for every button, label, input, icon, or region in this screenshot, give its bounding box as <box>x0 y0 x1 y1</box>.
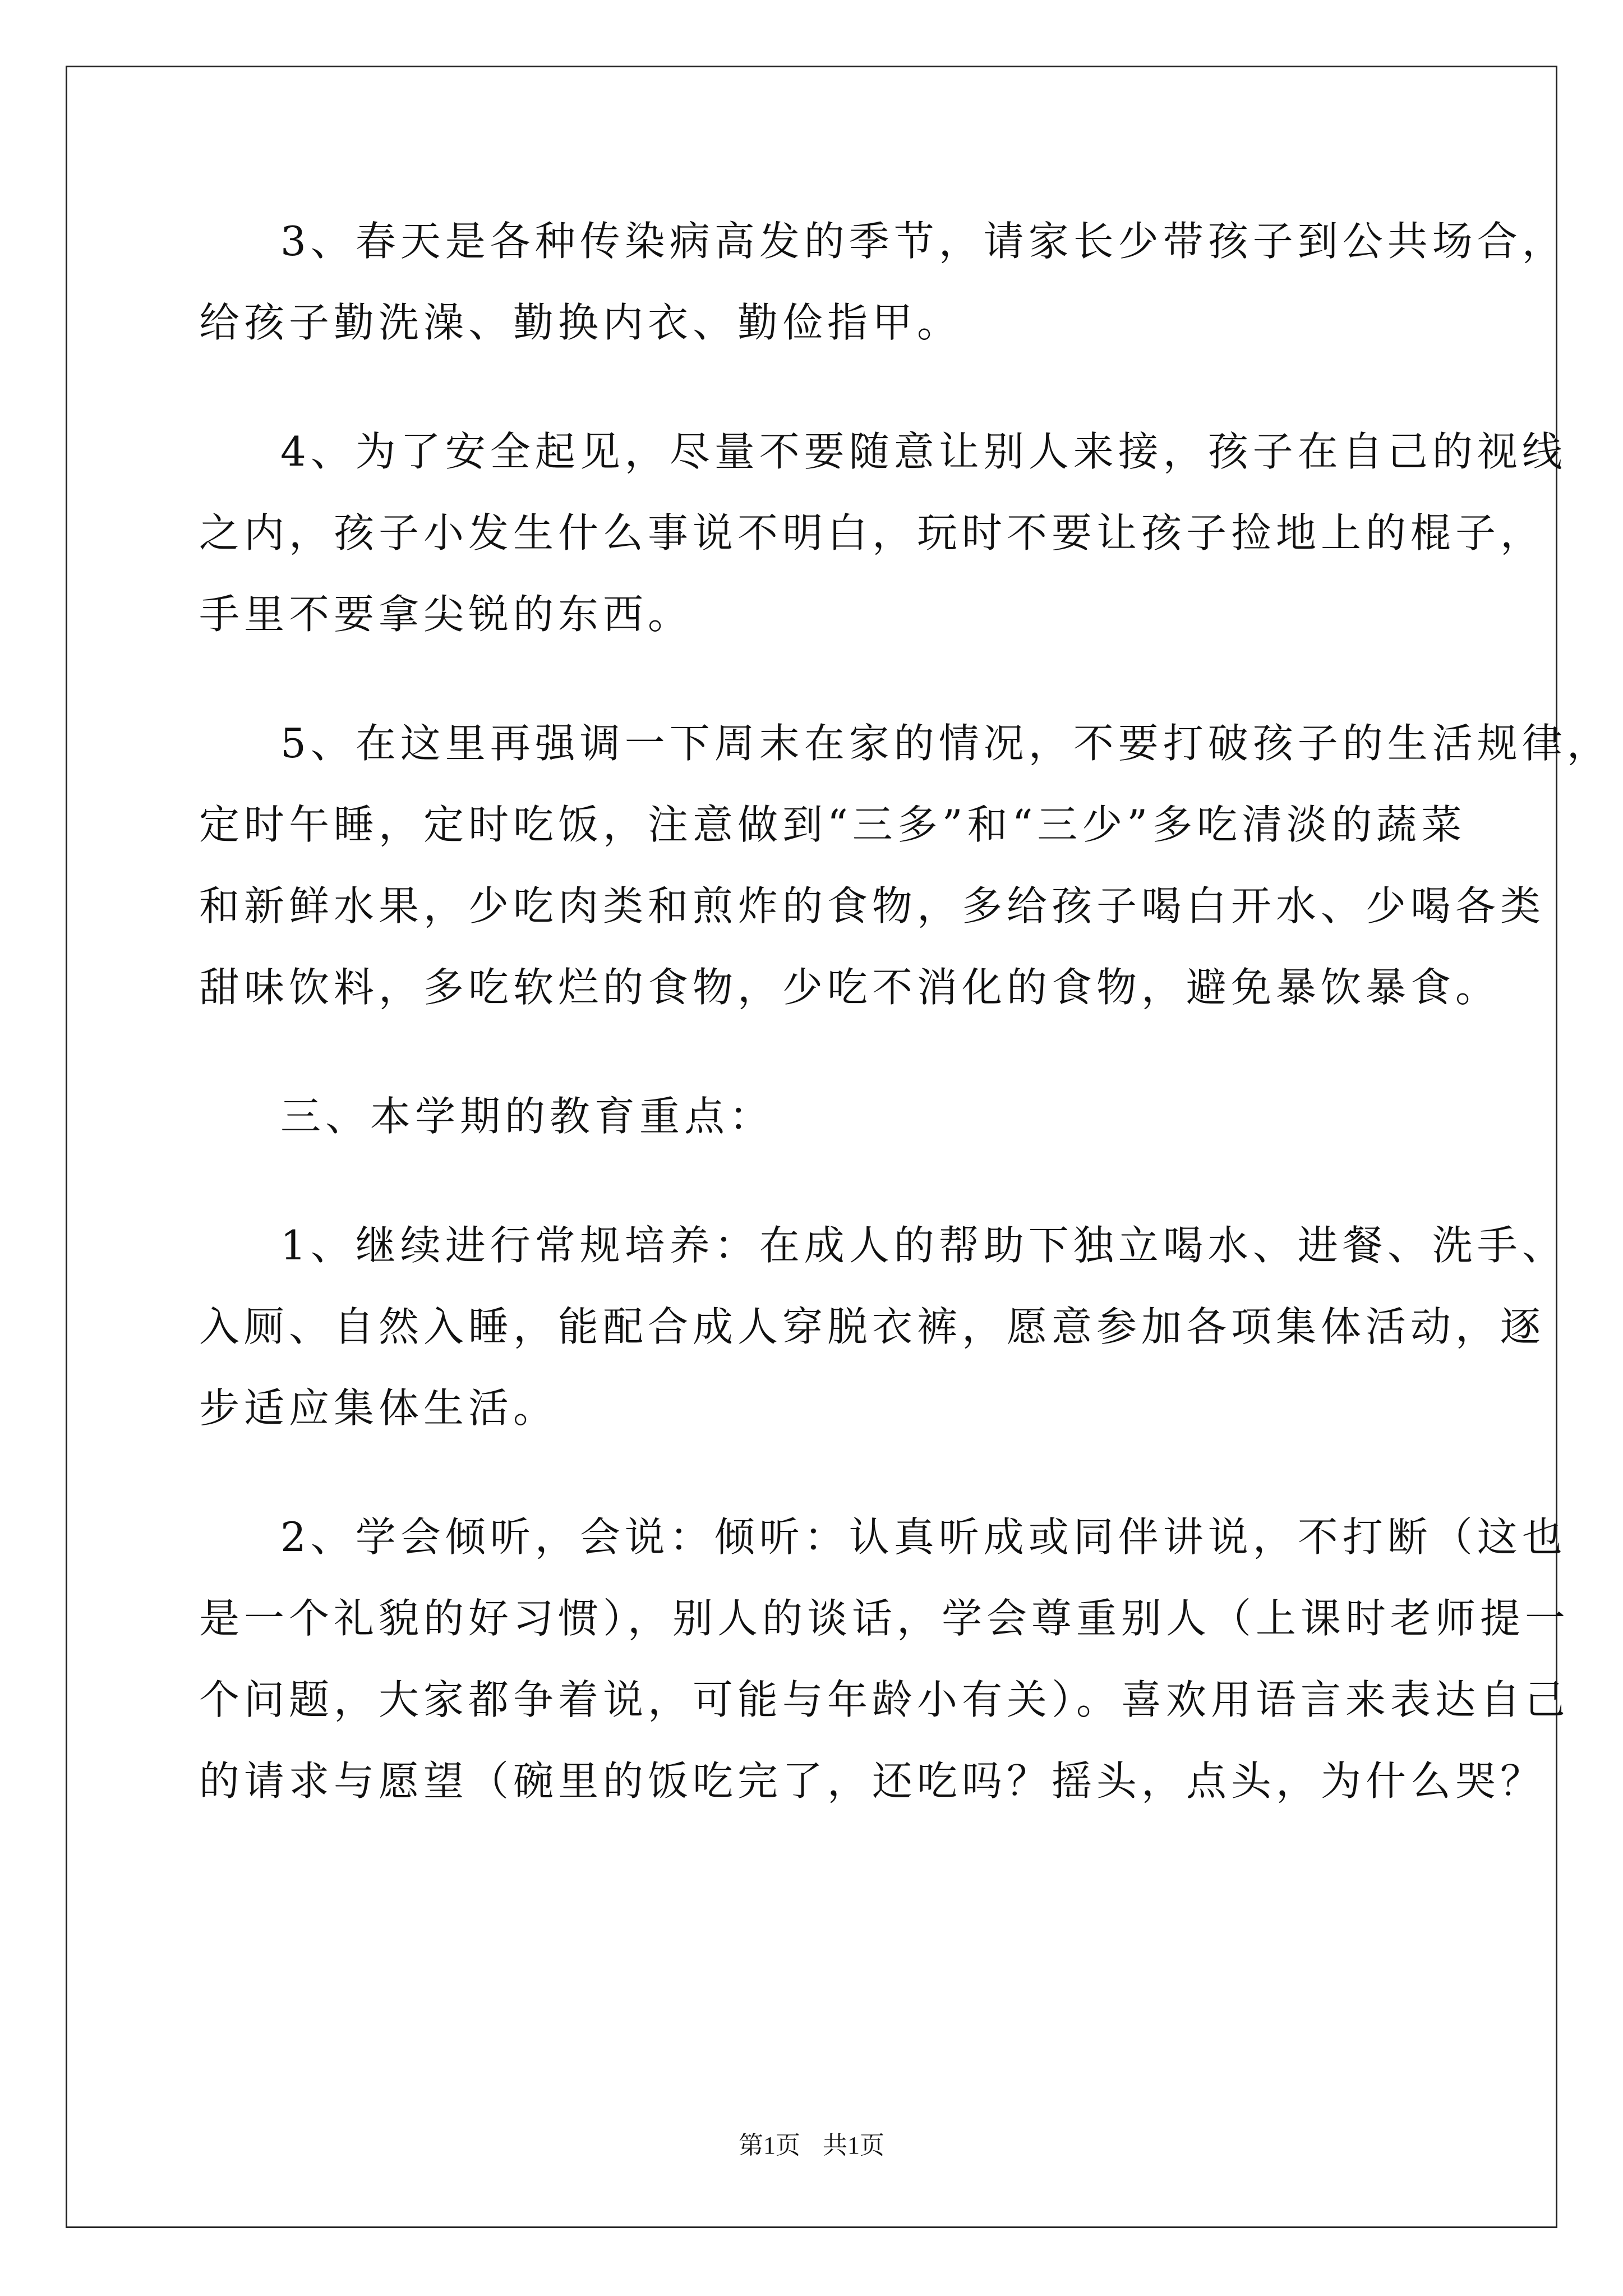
paragraph-line: 3、春天是各种传染病高发的季节，请家长少带孩子到公共场合， <box>280 218 1567 265</box>
page-total: 共1页 <box>823 2132 884 2159</box>
page-border <box>66 66 1557 2228</box>
page-footer <box>0 2129 1623 2162</box>
paragraph-line: 4、为了安全起见，尽量不要随意让别人来接，孩子在自己的视线 <box>280 428 1567 475</box>
paragraph-line: 的请求与愿望（碗里的饭吃完了，还吃吗？摇头，点头，为什么哭？ <box>199 1757 1546 1805</box>
paragraph-line: 是一个礼貌的好习惯），别人的谈话，学会尊重别人（上课时老师提一 <box>199 1595 1570 1642</box>
paragraph-line: 之内，孩子小发生什么事说不明白，玩时不要让孩子捡地上的棍子， <box>199 509 1546 556</box>
section-heading: 三、本学期的教育重点： <box>280 1093 774 1140</box>
paragraph-line: 2、学会倾听，会说：倾听：认真听成或同伴讲说，不打断（这也 <box>280 1513 1567 1561</box>
paragraph-line: 和新鲜水果，少吃肉类和煎炸的食物，多给孩子喝白开水、少喝各类 <box>199 882 1546 930</box>
paragraph-line: 甜味饮料，多吃软烂的食物，少吃不消化的食物，避免暴饮暴食。 <box>199 964 1501 1011</box>
paragraph-line: 1、继续进行常规培养：在成人的帮助下独立喝水、进餐、洗手、 <box>280 1222 1567 1269</box>
paragraph-line: 手里不要拿尖锐的东西。 <box>199 591 693 638</box>
paragraph-line: 5、在这里再强调一下周末在家的情况，不要打破孩子的生活规律， <box>280 720 1612 767</box>
paragraph-line: 给孩子勤洗澡、勤换内衣、勤俭指甲。 <box>199 299 962 346</box>
paragraph-line: 步适应集体生活。 <box>199 1384 559 1432</box>
paragraph-line: 入厕、自然入睡，能配合成人穿脱衣裤，愿意参加各项集体活动，逐 <box>199 1303 1546 1350</box>
page-number: 第1页 <box>739 2132 800 2159</box>
paragraph-line: 个问题，大家都争着说，可能与年龄小有关）。喜欢用语言来表达自己 <box>199 1676 1570 1723</box>
paragraph-line: 定时午睡，定时吃饭，注意做到“三多”和“三少”多吃清淡的蔬菜 <box>199 801 1467 848</box>
